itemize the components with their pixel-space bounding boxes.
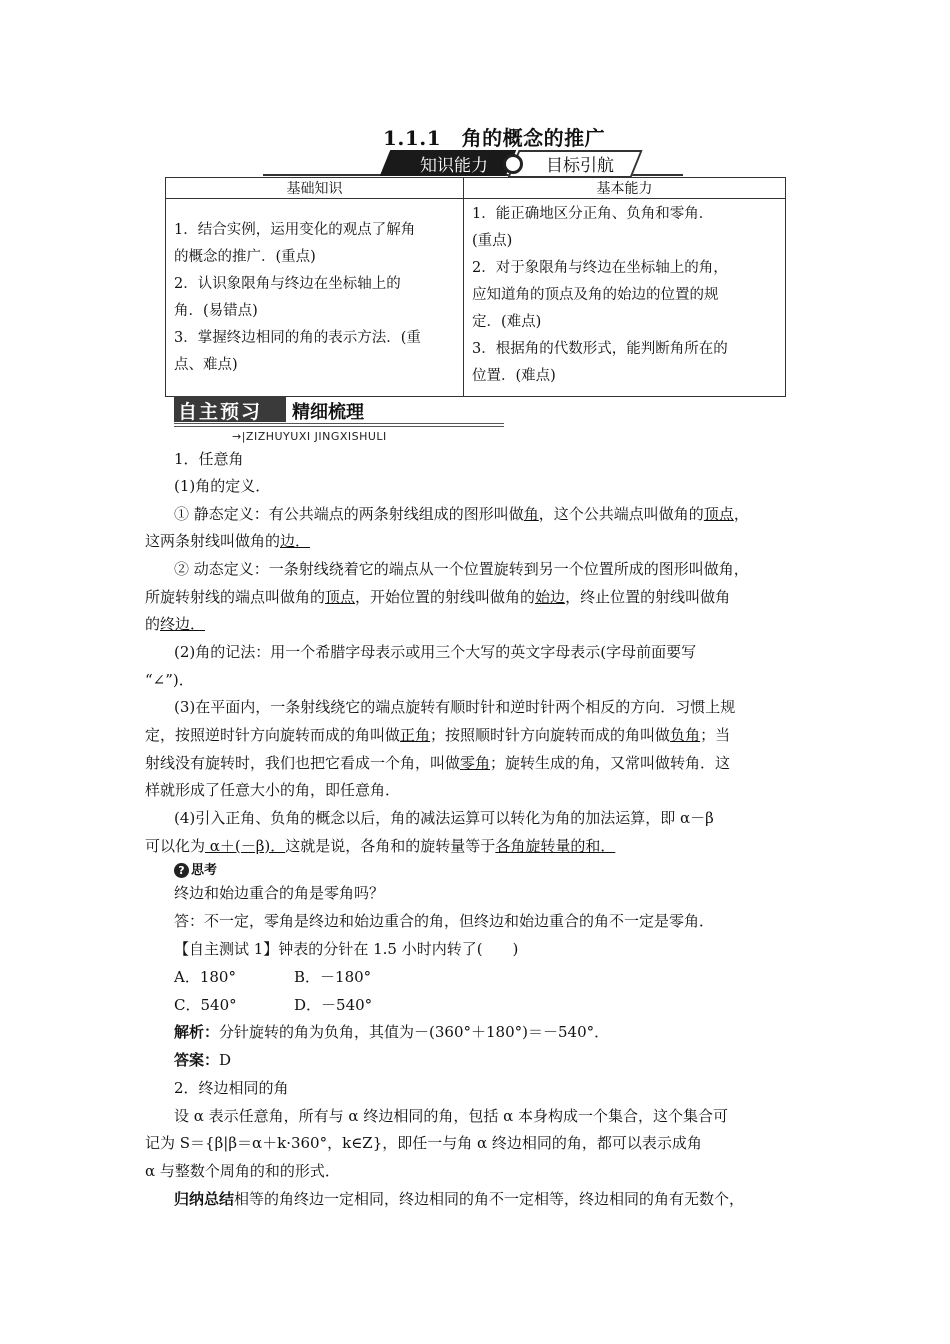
heading-any-angle: 1．任意角 [174, 450, 244, 468]
dynamic-def-line2: 所旋转射线的端点叫做角的顶点，开始位置的射线叫做角的始边，终止位置的射线叫做角 [145, 588, 731, 606]
option-b: B．－180° [294, 968, 372, 986]
rotation-line3: 射线没有旋转时，我们也把它看成一个角，叫做零角；旋转生成的角，又常叫做转角．这 [145, 754, 731, 772]
question-icon: ? [174, 863, 189, 878]
goals-right-line: 1．能正确地区分正角、负角和零角． [472, 206, 714, 222]
goals-left-line: 1．结合实例，运用变化的观点了解角 [174, 222, 416, 238]
goals-left-line: 的概念的推广．(重点) [174, 249, 316, 265]
banner-right-label: 目标引航 [546, 156, 614, 176]
goals-right-line: 2．对于象限角与终边在坐标轴上的角， [472, 260, 728, 276]
preview-rule [174, 423, 504, 427]
dynamic-def-line1: ② 动态定义：一条射线绕着它的端点从一个位置旋转到另一个位置所成的图形叫做角， [174, 560, 749, 578]
goals-cell-knowledge [166, 199, 464, 397]
think-label: ? 思考 [174, 859, 217, 878]
think-answer: 答：不一定，零角是终边和始边重合的角，但终边和始边重合的角不一定是零角． [174, 912, 715, 930]
goals-right-line: 定．(难点) [472, 314, 542, 330]
analysis-line: 解析：分针旋转的角为负角，其值为－(360°＋180°)＝－540°． [174, 1023, 610, 1041]
preview-sub-label: 精细梳理 [292, 402, 364, 423]
goals-left-line: 角．(易错点) [174, 303, 258, 319]
coterminal-line1: 设 α 表示任意角，所有与 α 终边相同的角，包括 α 本身构成一个集合，这个集合可 [174, 1107, 729, 1125]
goals-left-line: 点、难点) [174, 357, 238, 373]
banner-ring-icon [503, 154, 523, 174]
page-title: 1.1.1 角的概念的推广 [383, 126, 606, 150]
think-question: 终边和始边重合的角是零角吗？ [174, 884, 385, 902]
goals-cell-ability [464, 199, 786, 397]
subtraction-line1: (4)引入正角、负角的概念以后，角的减法运算可以转化为角的加法运算，即 α－β [174, 809, 714, 827]
goals-left-line: 3．掌握终边相同的角的表示方法．(重 [174, 330, 421, 346]
answer-line: 答案：D [174, 1051, 232, 1069]
notation-line2: “∠”)． [145, 671, 194, 689]
coterminal-line2: 记为 S＝{β|β＝α＋k·360°，k∈Z}，即任一与角 α 终边相同的角，都可以表示成角 [145, 1134, 702, 1152]
goals-header-basic-knowledge: 基础知识 [166, 178, 464, 199]
static-def-line1: ① 静态定义：有公共端点的两条射线组成的图形叫做角，这个公共端点叫做角的顶点， [174, 505, 749, 523]
goals-right-line: 位置．(难点) [472, 368, 556, 384]
preview-section-header [174, 396, 504, 448]
coterminal-line3: α 与整数个周角的和的形式． [145, 1162, 340, 1180]
section-banner [263, 146, 683, 180]
subheading-angle-def: (1)角的定义． [174, 477, 271, 495]
goals-right-line: 3．根据角的代数形式，能判断角所在的 [472, 341, 728, 357]
goals-table [165, 177, 786, 397]
goals-right-line: 应知道角的顶点及角的始边的位置的规 [472, 287, 719, 303]
preview-box-label: 自主预习 [178, 401, 263, 423]
option-c: C．540° [174, 996, 237, 1014]
rotation-line1: (3)在平面内，一条射线绕它的端点旋转有顺时针和逆时针两个相反的方向．习惯上规 [174, 698, 736, 716]
dynamic-def-line3: 的终边． [145, 615, 206, 633]
option-a: A．180° [174, 968, 236, 986]
summary-line: 归纳总结相等的角终边一定相同，终边相同的角不一定相等，终边相同的角有无数个， [174, 1190, 745, 1208]
goals-left-line: 2．认识象限角与终边在坐标轴上的 [174, 276, 401, 292]
goals-header-basic-ability: 基本能力 [464, 178, 786, 199]
option-d: D．－540° [294, 996, 373, 1014]
preview-box [174, 396, 286, 422]
heading-coterminal: 2．终边相同的角 [174, 1079, 289, 1097]
banner-left-label: 知识能力 [420, 156, 488, 176]
self-test-question: 【自主测试 1】钟表的分针在 1.5 小时内转了( ) [174, 940, 519, 958]
preview-pinyin: →|ZIZHUYUXI JINGXISHULI [232, 430, 387, 443]
goals-right-line: (重点) [472, 233, 513, 249]
rotation-line2: 定，按照逆时针方向旋转而成的角叫做正角；按照顺时针方向旋转而成的角叫做负角；当 [145, 726, 731, 744]
subtraction-line2: 可以化为 α＋(－β)．这就是说，各角和的旋转量等于各角旋转量的和． [145, 837, 616, 855]
rotation-line4: 样就形成了任意大小的角，即任意角． [145, 781, 401, 799]
static-def-line2: 这两条射线叫做角的边． [145, 532, 311, 550]
notation-line1: (2)角的记法：用一个希腊字母表示或用三个大写的英文字母表示(字母前面要写 [174, 643, 697, 661]
